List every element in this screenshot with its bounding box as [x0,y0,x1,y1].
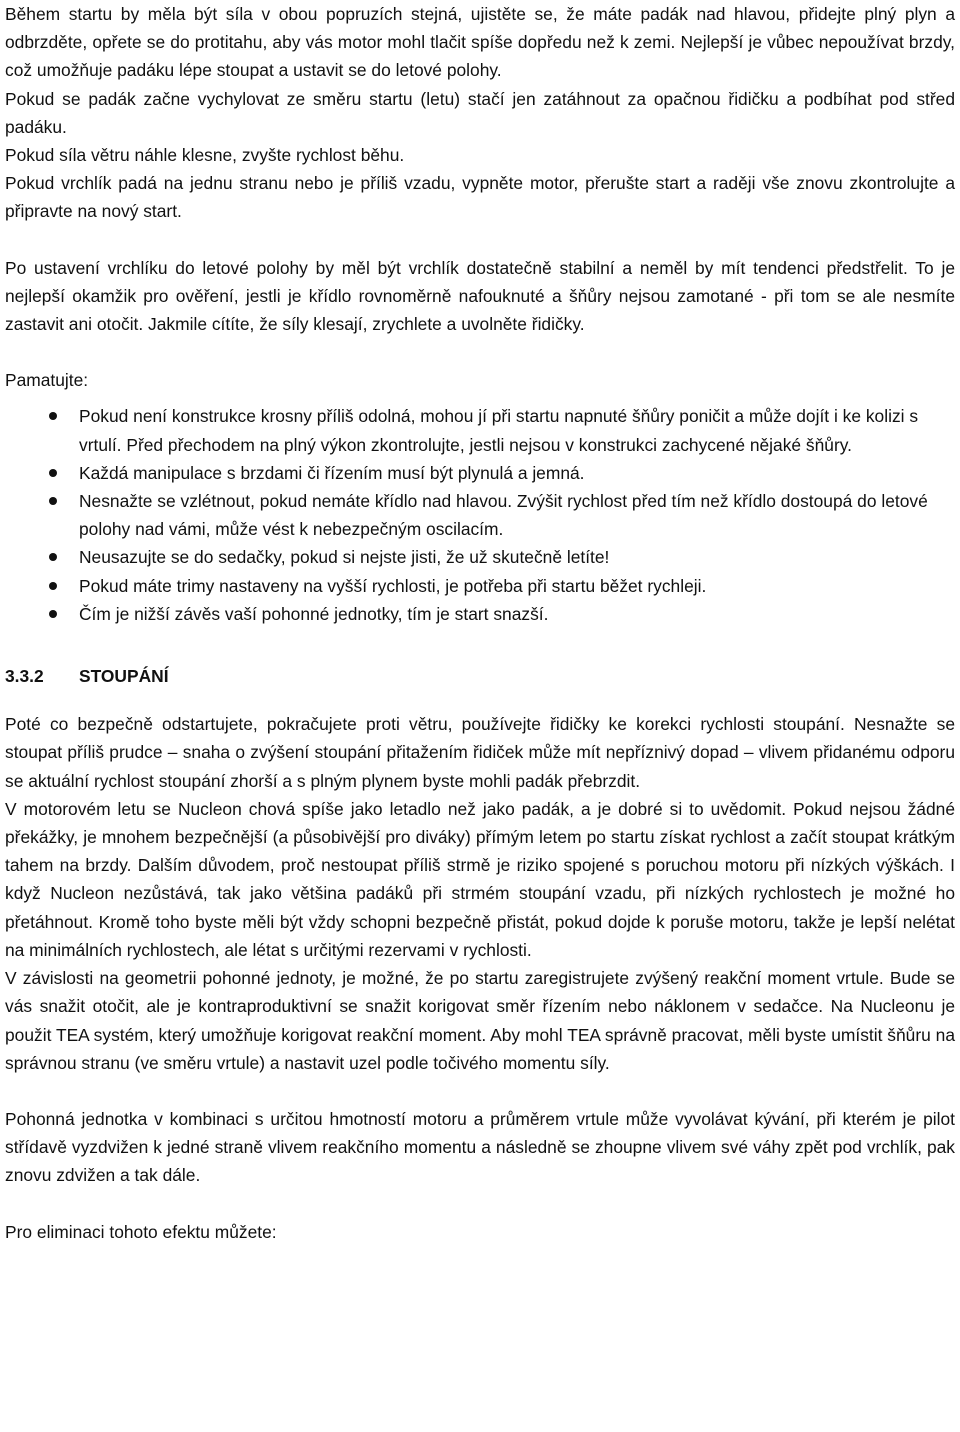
list-item-text: Neusazujte se do sedačky, pokud si nejste jisti, že už skutečně letíte! [79,547,610,568]
list-item [5,572,955,600]
paragraph-powered-flight: V motorovém letu se Nucleon chová spíše jako letadlo než jako padák, a je dobré si to uvědomit. Pokud nejsou žádné překážky, je mnohem bezpečnější (a působivější pro diváky) přímým letem po startu získat rychlost a začít stoupat krátkým tahem na brzdy. Dalším důvodem, proč nestoupat příliš strmě je riziko spojené s poruchou motoru při nízkých výškách. I když Nucleon nezůstává, tak jako většina padáků při strmém stoupání vzadu, při nízkých rychlostech je možné ho přetáhnout. Kromě toho byste měli být vždy schopni bezpečně přistát, pokud dojde k poruše motoru, takže je lepší nelétat na minimálních rychlostech, ale létat s určitými rezervami v rychlosti. [5,798,955,960]
bullet-icon [49,497,57,505]
bullet-icon [49,469,57,477]
list-item-text: Pokud není konstrukce krosny příliš odolná, mohou jí při startu napnuté šňůry poničit a může dojít i ke kolizi s vrtulí. Před přechodem na plný výkon zkontrolujte, jestli nejsou v konstrukci zachycené nějaké šňůry. [79,406,919,455]
list-item [5,487,955,543]
paragraph-canopy-stable: Po ustavení vrchlíku do letové polohy by měl být vrchlík dostatečně stabilní a neměl by mít tendenci předstřelit. To je nejlepší okamžik pro ověření, jestli je křídlo rovnoměrně nafouknuté a šňůry nejsou zamotané - při tom se ale nesmíte zastavit ani otočit. Jakmile cítíte, že síly klesají, zrychlete a uvolněte řidičky. [5,257,955,335]
paragraph-deviation: Pokud se padák začne vychylovat ze směru startu (letu) stačí jen zatáhnout za opačnou řidičku a podbíhat pod střed padáku. [5,88,955,137]
list-item [5,600,955,628]
paragraph-oscillation: Pohonná jednotka v kombinaci s určitou hmotností motoru a průměrem vrtule může vyvolávat kývání, při kterém je pilot střídavě vyzdvižen k jedné straně vlivem reakčního momentu a následně se zhoupne vlivem své váhy zpět pod vrchlík, pak znovu zdvižen a tak dále. [5,1108,955,1186]
list-item-text: Nesnažte se vzlétnout, pokud nemáte křídlo nad hlavou. Zvýšit rychlost před tím než křídlo dostoupá do letové polohy nad vámi, může vést k nebezpečným oscilacím. [79,491,928,540]
section-title: STOUPÁNÍ [79,666,169,687]
paragraph-wind-drop: Pokud síla větru náhle klesne, zvyšte rychlost běhu. [5,145,405,166]
bullet-icon [49,610,57,618]
paragraph-torque: V závislosti na geometrii pohonné jednoty, je možné, že po startu zaregistrujete zvýšený reakční moment vrtule. Bude se vás snažit otočit, ale je kontraproduktivní se snažit korigovat směr řízením nebo náklonem v sedačce. Na Nucleonu je použit TEA systém, který umožňuje korigovat reakční moment. Aby mohl TEA správně pracovat, měli byste umístit šňůru na správnou stranu (ve směru vrtule) a nastavit uzel podle točivého momentu síly. [5,968,955,1073]
list-item [5,402,955,458]
paragraph-climb-intro: Poté co bezpečně odstartujete, pokračujete proti větru, používejte řidičky ke korekci rychlosti stoupání. Nesnažte se stoupat příliš prudce – snaha o zvýšení stoupání přitažením řidiček může mít nepříznivý dopad – vlivem přidanému odporu se aktuální rychlost stoupání zhorší a s plným plynem byste mohli padák přebrzdit. [5,714,955,791]
list-item [5,543,955,571]
section-heading [5,662,955,690]
list-item-text: Každá manipulace s brzdami či řízením musí být plynulá a jemná. [79,462,585,483]
remember-list [5,402,955,628]
paragraph-elimination: Pro eliminaci tohoto efektu můžete: [5,1221,277,1242]
document-page [5,0,955,1246]
bullet-icon [49,553,57,561]
paragraph-abort-start: Pokud vrchlík padá na jednu stranu nebo je příliš vzadu, vypněte motor, přerušte start a raději vše znovu zkontrolujte a připravte na nový start. [5,173,955,222]
list-item [5,459,955,487]
remember-heading: Pamatujte: [5,370,89,391]
bullet-icon [49,412,57,420]
section-number: 3.3.2 [5,666,44,687]
list-item-text: Čím je nižší závěs vaší pohonné jednotky, tím je start snazší. [79,603,549,624]
paragraph-takeoff-forces: Během startu by měla být síla v obou popruzích stejná, ujistěte se, že máte padák nad hlavou, přidejte plný plyn a odbrzděte, opřete se do protitahu, aby vás motor mohl tlačit spíše dopředu než k zemi. Nejlepší je vůbec nepoužívat brzdy, což umožňuje padáku lépe stoupat a ustavit se do letové polohy. [5,4,955,81]
bullet-icon [49,582,57,590]
list-item-text: Pokud máte trimy nastaveny na vyšší rychlosti, je potřeba při startu běžet rychleji. [79,575,707,596]
